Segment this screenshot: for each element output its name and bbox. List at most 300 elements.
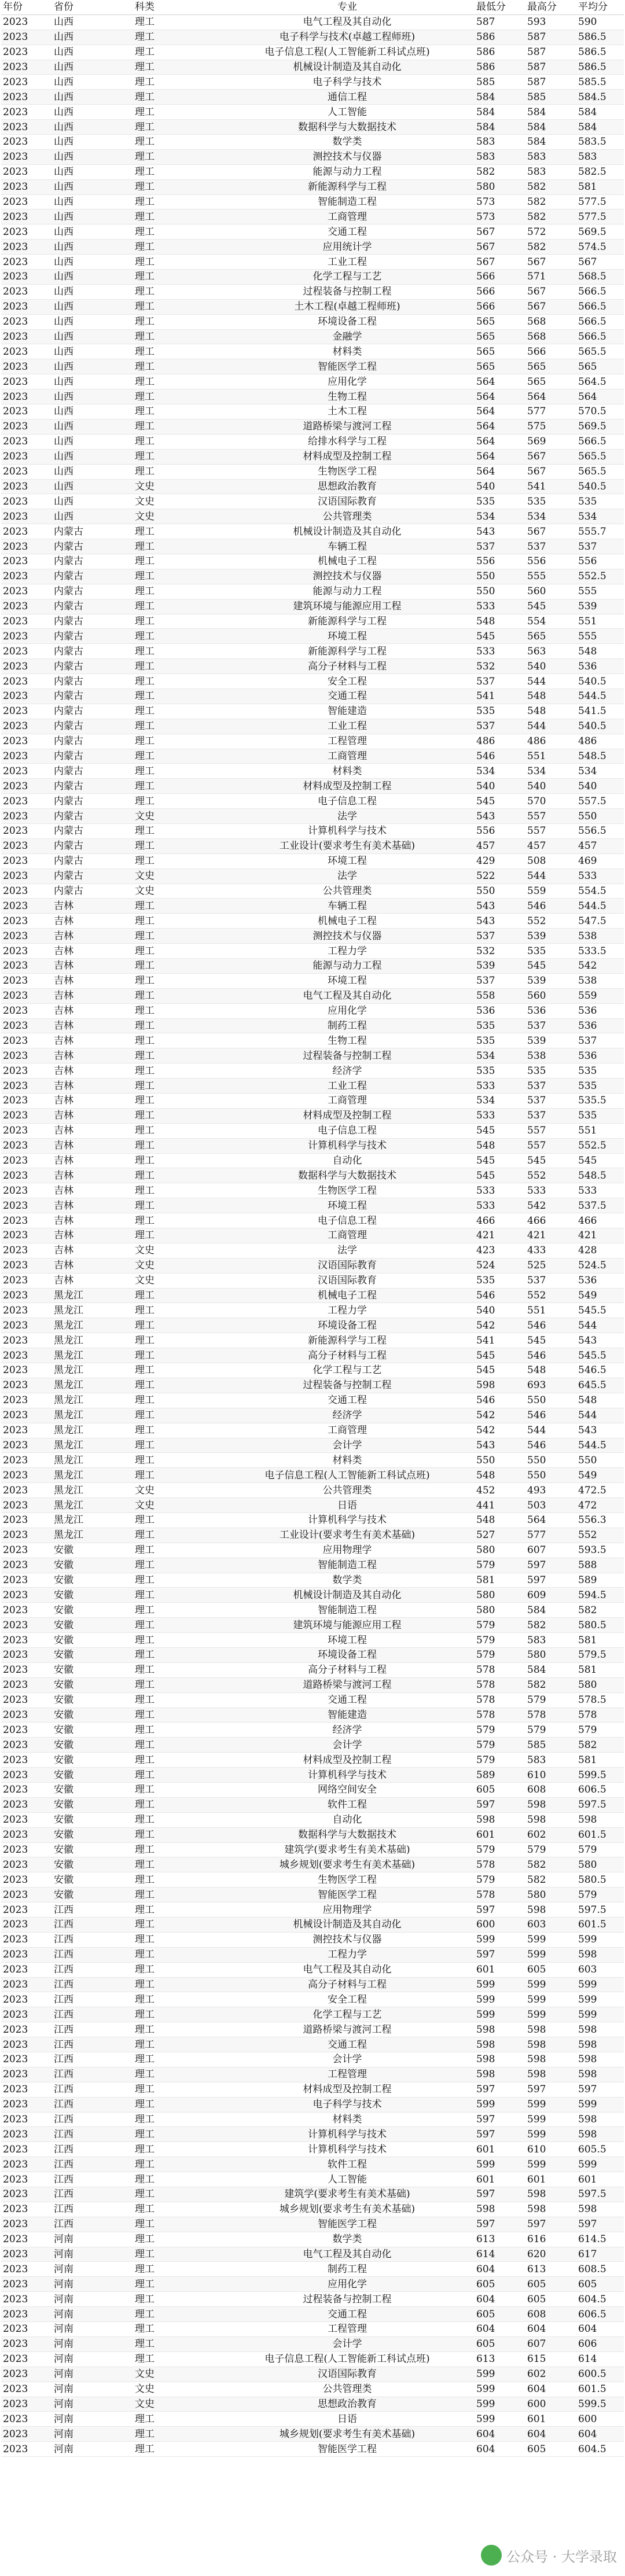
cell-avg-score: 584.5 [576,90,624,105]
cell-province: 江西 [52,1932,133,1947]
cell-major: 会计学 [220,1738,475,1753]
cell-max-score: 552 [525,914,576,929]
cell-category: 理工 [133,299,220,314]
cell-province: 安徽 [52,1692,133,1707]
cell-max-score: 585 [525,1738,576,1753]
cell-province: 黑龙江 [52,1468,133,1483]
table-row [1,2082,624,2097]
cell-major: 土木工程(卓越工程师班) [220,299,475,314]
cell-province: 安徽 [52,1812,133,1827]
cell-avg-score: 597.5 [576,1902,624,1918]
cell-province: 内蒙古 [52,524,133,539]
cell-category: 理工 [133,823,220,838]
header-avg-score: 平均分 [576,0,624,14]
cell-min-score: 578 [475,1857,525,1872]
cell-min-score: 541 [475,1333,525,1348]
cell-province: 内蒙古 [52,599,133,614]
cell-category: 理工 [133,45,220,60]
table-row [1,944,624,959]
cell-major: 工商管理 [220,209,475,225]
cell-major: 环境工程 [220,1198,475,1213]
cell-province: 安徽 [52,1768,133,1783]
cell-major: 机械设计制造及其自动化 [220,524,475,539]
cell-province: 内蒙古 [52,779,133,794]
cell-province: 吉林 [52,1228,133,1243]
table-row [1,479,624,494]
cell-category: 理工 [133,2127,220,2142]
cell-year: 2023 [1,1063,52,1079]
cell-max-score: 539 [525,1033,576,1048]
table-row [1,1453,624,1468]
table-row [1,90,624,105]
table-row [1,1647,624,1662]
cell-province: 吉林 [52,1033,133,1048]
cell-category: 理工 [133,2052,220,2067]
cell-max-score: 598 [525,2202,576,2217]
cell-avg-score: 584 [576,120,624,135]
cell-max-score: 546 [525,899,576,914]
cell-min-score: 486 [475,734,525,749]
cell-province: 吉林 [52,1003,133,1018]
cell-min-score: 578 [475,1887,525,1902]
table-row [1,1887,624,1902]
cell-max-score: 598 [525,2052,576,2067]
cell-category: 理工 [133,374,220,389]
cell-category: 理工 [133,464,220,479]
cell-category: 理工 [133,1603,220,1618]
cell-avg-score: 551 [576,614,624,629]
cell-max-score: 540 [525,659,576,674]
cell-major: 公共管理类 [220,884,475,899]
cell-max-score: 466 [525,1213,576,1228]
cell-max-score: 693 [525,1378,576,1393]
table-row [1,404,624,419]
cell-max-score: 616 [525,2232,576,2247]
cell-year: 2023 [1,1048,52,1063]
table-row [1,1483,624,1498]
cell-max-score: 598 [525,2187,576,2202]
cell-province: 吉林 [52,1273,133,1288]
cell-province: 安徽 [52,1647,133,1662]
cell-avg-score: 589 [576,1573,624,1588]
cell-avg-score: 534 [576,509,624,524]
cell-min-score: 524 [475,1258,525,1273]
table-row [1,45,624,60]
cell-year: 2023 [1,899,52,914]
cell-max-score: 613 [525,2262,576,2277]
cell-province: 江西 [52,2097,133,2112]
table-row [1,1018,624,1033]
cell-max-score: 546 [525,1348,576,1363]
cell-min-score: 580 [475,1543,525,1558]
cell-avg-score: 559 [576,988,624,1003]
cell-category: 理工 [133,1962,220,1977]
cell-category: 理工 [133,1782,220,1797]
cell-category: 理工 [133,1857,220,1872]
cell-min-score: 597 [475,2217,525,2232]
cell-avg-score: 551 [576,1123,624,1138]
cell-province: 河南 [52,2382,133,2397]
cell-major: 生物医学工程 [220,1872,475,1887]
table-row [1,30,624,45]
cell-major: 电子信息工程(人工智能新工科试点班) [220,45,475,60]
cell-category: 理工 [133,2187,220,2202]
cell-max-score: 550 [525,1393,576,1408]
cell-min-score: 579 [475,1618,525,1633]
table-row [1,75,624,90]
cell-category: 理工 [133,1588,220,1603]
cell-category: 理工 [133,1048,220,1063]
cell-year: 2023 [1,1094,52,1109]
cell-max-score: 567 [525,255,576,270]
cell-max-score: 577 [525,404,576,419]
cell-avg-score: 581 [576,179,624,194]
cell-major: 测控技术与仪器 [220,929,475,944]
cell-min-score: 548 [475,1513,525,1528]
cell-category: 理工 [133,1033,220,1048]
cell-avg-score: 469 [576,853,624,869]
cell-major: 生物工程 [220,389,475,404]
table-row [1,2307,624,2322]
table-row [1,2382,624,2397]
table-row [1,359,624,374]
cell-max-score: 599 [525,2097,576,2112]
cell-province: 江西 [52,1918,133,1933]
cell-min-score: 579 [475,1723,525,1738]
cell-major: 环境工程 [220,973,475,988]
cell-min-score: 565 [475,329,525,344]
cell-min-score: 548 [475,1138,525,1153]
cell-province: 河南 [52,2277,133,2292]
cell-category: 理工 [133,135,220,150]
cell-year: 2023 [1,1213,52,1228]
cell-avg-score: 605 [576,2277,624,2292]
table-row [1,329,624,344]
table-row [1,1168,624,1183]
table-row [1,1183,624,1198]
cell-year: 2023 [1,794,52,809]
cell-category: 理工 [133,554,220,569]
cell-avg-score: 614.5 [576,2232,624,2247]
cell-province: 内蒙古 [52,704,133,719]
cell-province: 山西 [52,494,133,509]
cell-category: 理工 [133,1692,220,1707]
cell-max-score: 582 [525,1618,576,1633]
cell-avg-score: 557.5 [576,794,624,809]
cell-year: 2023 [1,344,52,359]
cell-max-score: 552 [525,1288,576,1303]
table-row [1,240,624,255]
cell-major: 计算机科学与技术 [220,1513,475,1528]
table-row [1,509,624,524]
cell-category: 理工 [133,105,220,120]
cell-year: 2023 [1,1827,52,1842]
cell-max-score: 583 [525,1633,576,1648]
cell-max-score: 564 [525,389,576,404]
cell-max-score: 605 [525,1962,576,1977]
cell-min-score: 598 [475,1812,525,1827]
cell-major: 给排水科学与工程 [220,434,475,449]
cell-major: 电气工程及其自动化 [220,1962,475,1977]
cell-avg-score: 601.5 [576,1827,624,1842]
cell-min-score: 579 [475,1633,525,1648]
cell-max-score: 556 [525,554,576,569]
cell-min-score: 582 [475,164,525,179]
cell-avg-score: 597.5 [576,1797,624,1812]
cell-avg-score: 552.5 [576,1138,624,1153]
cell-major: 工程管理 [220,734,475,749]
cell-province: 内蒙古 [52,554,133,569]
cell-category: 理工 [133,988,220,1003]
cell-avg-score: 582.5 [576,164,624,179]
cell-year: 2023 [1,734,52,749]
cell-avg-score: 537 [576,539,624,554]
cell-major: 交通工程 [220,2037,475,2052]
cell-major: 机械设计制造及其自动化 [220,1588,475,1603]
table-row [1,1498,624,1513]
cell-max-score: 584 [525,105,576,120]
cell-min-score: 579 [475,1738,525,1753]
cell-max-score: 535 [525,494,576,509]
table-row [1,1992,624,2007]
cell-year: 2023 [1,914,52,929]
cell-min-score: 543 [475,524,525,539]
cell-major: 网络空间安全 [220,1782,475,1797]
cell-major: 高分子材料与工程 [220,659,475,674]
cell-max-score: 563 [525,644,576,659]
cell-major: 计算机科学与技术 [220,1138,475,1153]
cell-min-score: 564 [475,404,525,419]
cell-avg-score: 579 [576,1842,624,1857]
cell-min-score: 604 [475,2262,525,2277]
cell-max-score: 580 [525,1887,576,1902]
table-row [1,674,624,689]
cell-major: 过程装备与控制工程 [220,1048,475,1063]
cell-major: 经济学 [220,1408,475,1423]
table-row [1,179,624,194]
cell-max-score: 566 [525,344,576,359]
cell-year: 2023 [1,823,52,838]
cell-major: 新能源科学与工程 [220,644,475,659]
cell-major: 城乡规划(要求考生有美术基础) [220,2202,475,2217]
cell-major: 电子科学与技术 [220,75,475,90]
watermark [481,2541,617,2569]
cell-category: 理工 [133,1932,220,1947]
cell-max-score: 599 [525,1977,576,1992]
cell-avg-score: 539 [576,599,624,614]
cell-major: 智能建造 [220,1707,475,1723]
cell-max-score: 433 [525,1243,576,1258]
table-row [1,2097,624,2112]
cell-avg-score: 599 [576,2007,624,2022]
cell-province: 安徽 [52,1677,133,1692]
table-row [1,389,624,404]
cell-max-score: 557 [525,1123,576,1138]
cell-province: 安徽 [52,1887,133,1902]
cell-major: 新能源科学与工程 [220,614,475,629]
cell-province: 内蒙古 [52,838,133,853]
cell-category: 理工 [133,1063,220,1079]
cell-category: 理工 [133,734,220,749]
cell-province: 安徽 [52,1588,133,1603]
cell-avg-score: 570.5 [576,404,624,419]
cell-max-score: 597 [525,2217,576,2232]
cell-year: 2023 [1,2112,52,2127]
cell-year: 2023 [1,2292,52,2307]
cell-year: 2023 [1,1573,52,1588]
table-row [1,314,624,329]
cell-year: 2023 [1,120,52,135]
table-row [1,2397,624,2412]
cell-max-score: 548 [525,1363,576,1378]
cell-avg-score: 566.5 [576,329,624,344]
table-row [1,1288,624,1303]
cell-min-score: 545 [475,1123,525,1138]
cell-min-score: 429 [475,853,525,869]
cell-province: 安徽 [52,1707,133,1723]
cell-major: 自动化 [220,1153,475,1168]
cell-province: 吉林 [52,914,133,929]
cell-min-score: 534 [475,764,525,779]
table-row [1,1258,624,1273]
cell-major: 过程装备与控制工程 [220,2292,475,2307]
cell-max-score: 551 [525,1303,576,1318]
cell-major: 法学 [220,1243,475,1258]
cell-min-score: 548 [475,1468,525,1483]
cell-province: 吉林 [52,1183,133,1198]
cell-avg-score: 566.5 [576,314,624,329]
cell-year: 2023 [1,2187,52,2202]
cell-year: 2023 [1,1198,52,1213]
cell-year: 2023 [1,1333,52,1348]
cell-min-score: 545 [475,1153,525,1168]
cell-avg-score: 544 [576,1318,624,1333]
cell-avg-score: 598 [576,2127,624,2142]
cell-min-score: 599 [475,2007,525,2022]
cell-province: 安徽 [52,1842,133,1857]
cell-category: 理工 [133,794,220,809]
cell-max-score: 599 [525,2127,576,2142]
table-row [1,2247,624,2262]
cell-province: 黑龙江 [52,1318,133,1333]
table-row [1,1918,624,1933]
cell-major: 材料成型及控制工程 [220,1108,475,1123]
cell-category: 理工 [133,449,220,464]
cell-year: 2023 [1,1977,52,1992]
cell-avg-score: 579 [576,1723,624,1738]
cell-avg-score: 550 [576,1453,624,1468]
cell-province: 山西 [52,194,133,209]
cell-major: 城乡规划(要求考生有美术基础) [220,2427,475,2442]
cell-major: 数学类 [220,135,475,150]
cell-avg-score: 581 [576,1662,624,1677]
table-row [1,1872,624,1887]
cell-category: 理工 [133,2202,220,2217]
cell-major: 环境工程 [220,853,475,869]
cell-year: 2023 [1,494,52,509]
cell-province: 山西 [52,164,133,179]
table-row [1,719,624,734]
cell-avg-score: 606.5 [576,2307,624,2322]
cell-avg-score: 577.5 [576,209,624,225]
cell-category: 理工 [133,209,220,225]
table-row [1,2336,624,2351]
cell-category: 理工 [133,539,220,554]
cell-category: 理工 [133,914,220,929]
cell-min-score: 545 [475,794,525,809]
table-row [1,838,624,853]
cell-major: 日语 [220,1498,475,1513]
cell-avg-score: 606.5 [576,1782,624,1797]
cell-major: 环境工程 [220,629,475,644]
cell-major: 建筑环境与能源应用工程 [220,599,475,614]
table-row [1,988,624,1003]
cell-avg-score: 579 [576,1887,624,1902]
table-row [1,2442,624,2457]
cell-major: 工程力学 [220,944,475,959]
cell-min-score: 613 [475,2232,525,2247]
cell-province: 江西 [52,2217,133,2232]
cell-max-score: 525 [525,1258,576,1273]
cell-category: 理工 [133,2292,220,2307]
cell-province: 内蒙古 [52,869,133,884]
cell-category: 理工 [133,1423,220,1438]
cell-category: 理工 [133,30,220,45]
cell-max-score: 610 [525,2142,576,2157]
cell-avg-score: 564.5 [576,374,624,389]
cell-category: 理工 [133,838,220,853]
cell-min-score: 579 [475,1872,525,1887]
table-row [1,1782,624,1797]
cell-avg-score: 536 [576,1003,624,1018]
cell-category: 理工 [133,1618,220,1633]
cell-category: 理工 [133,973,220,988]
table-row [1,1677,624,1692]
cell-year: 2023 [1,255,52,270]
cell-year: 2023 [1,2052,52,2067]
cell-year: 2023 [1,359,52,374]
cell-category: 理工 [133,2442,220,2457]
cell-max-score: 545 [525,1333,576,1348]
cell-year: 2023 [1,1528,52,1543]
cell-category: 理工 [133,149,220,164]
cell-max-score: 604 [525,2322,576,2337]
cell-province: 山西 [52,225,133,240]
cell-max-score: 593 [525,14,576,30]
cell-min-score: 545 [475,1363,525,1378]
cell-category: 理工 [133,2232,220,2247]
table-row [1,1348,624,1363]
cell-year: 2023 [1,2307,52,2322]
cell-max-score: 584 [525,135,576,150]
cell-year: 2023 [1,838,52,853]
cell-year: 2023 [1,1633,52,1648]
cell-avg-score: 550 [576,809,624,824]
cell-avg-score: 542 [576,959,624,974]
cell-year: 2023 [1,2202,52,2217]
cell-major: 电子科学与技术(卓越工程师班) [220,30,475,45]
cell-category: 理工 [133,1438,220,1453]
cell-year: 2023 [1,674,52,689]
cell-min-score: 598 [475,2052,525,2067]
cell-year: 2023 [1,149,52,164]
cell-major: 数据科学与大数据技术 [220,1168,475,1183]
header-category: 科类 [133,0,220,14]
cell-major: 道路桥梁与渡河工程 [220,419,475,434]
cell-year: 2023 [1,1183,52,1198]
cell-province: 山西 [52,90,133,105]
cell-avg-score: 645.5 [576,1378,624,1393]
